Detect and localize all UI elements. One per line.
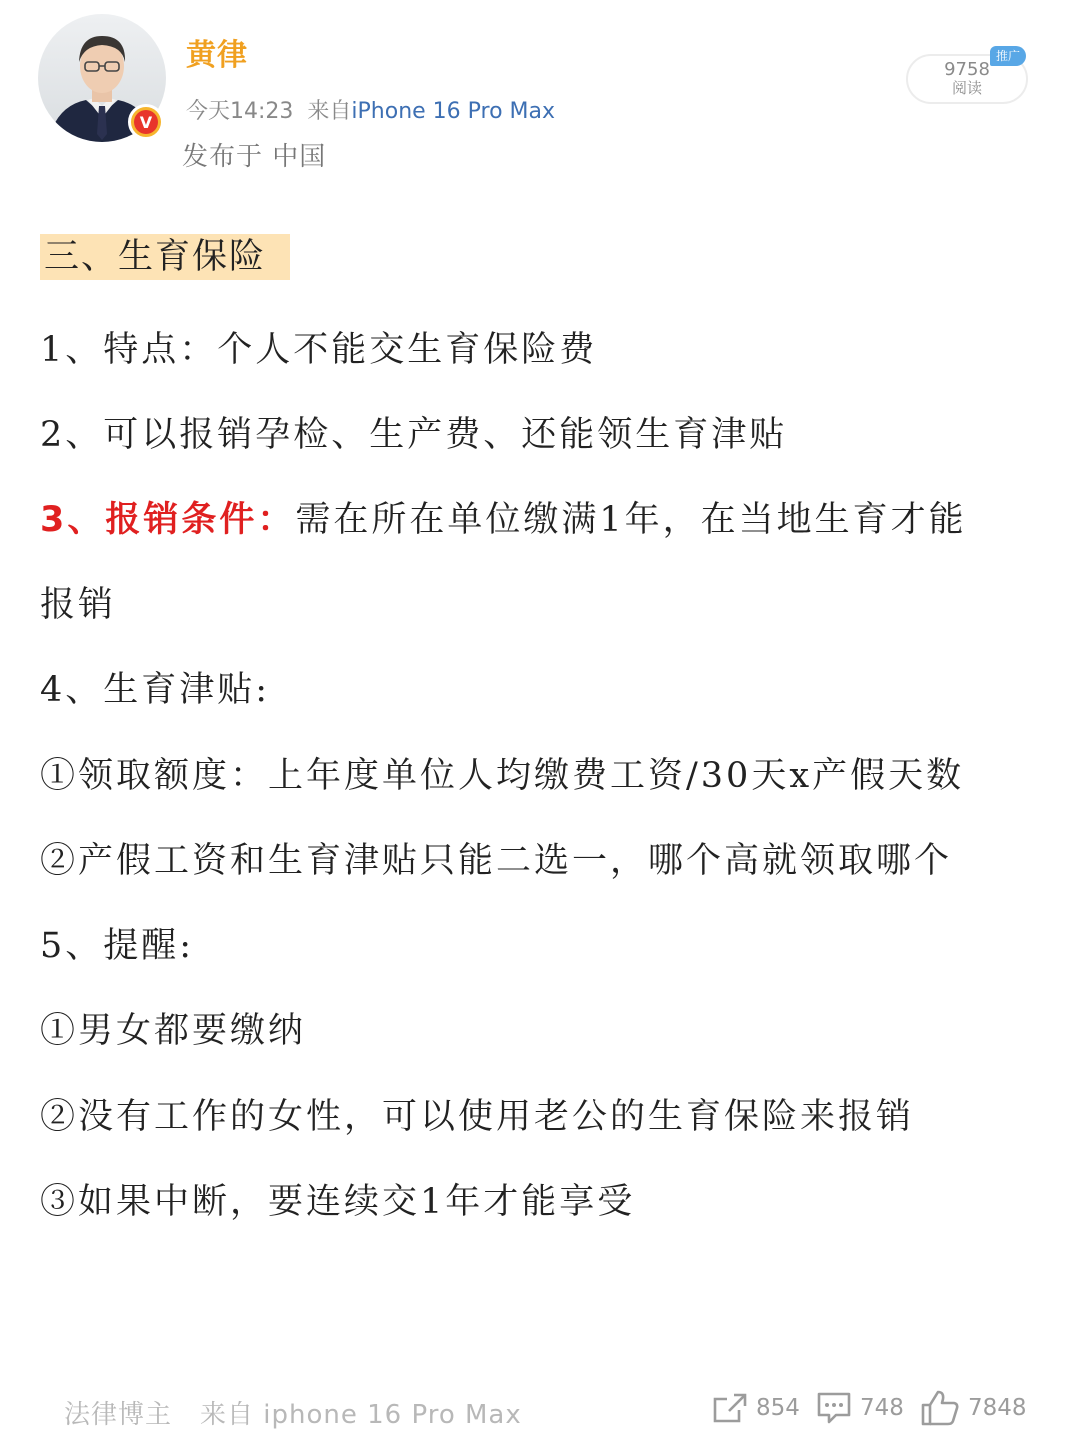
- promo-badge[interactable]: 推广: [990, 46, 1026, 66]
- content-line: ②没有工作的女性，可以使用老公的生育保险来报销: [40, 1097, 915, 1137]
- content-line: ①男女都要缴纳: [40, 1011, 307, 1051]
- footer-source: [64, 1394, 522, 1431]
- content-line: 2、可以报销孕检、生产费、还能领生育津贴: [40, 415, 788, 455]
- comment-icon: [816, 1391, 852, 1425]
- share-button[interactable]: [712, 1388, 800, 1428]
- post-time: 今天14:23: [186, 99, 294, 124]
- highlight-line: [40, 500, 967, 540]
- content-line: ②产假工资和生育津贴只能二选一，哪个高就领取哪个: [40, 841, 953, 881]
- section-title: 三、生育保险: [40, 234, 290, 280]
- read-label: 阅读: [951, 79, 982, 97]
- device-link[interactable]: iPhone 16 Pro Max: [351, 99, 556, 124]
- content-line: 1、特点：个人不能交生育保险费: [40, 330, 598, 370]
- share-count: 854: [756, 1395, 800, 1421]
- comment-count: 748: [860, 1395, 904, 1421]
- footer-device: 来自 iphone 16 Pro Max: [200, 1400, 522, 1430]
- author-tag: 法律博主: [64, 1400, 173, 1430]
- like-count: 7848: [968, 1395, 1027, 1421]
- content-line: ③如果中断，要连续交1年才能享受: [40, 1182, 636, 1222]
- author-name[interactable]: 黄律: [186, 38, 248, 73]
- content-line: 报销: [40, 585, 117, 625]
- like-button[interactable]: [920, 1388, 1027, 1428]
- highlight-rest: 需在所在单位缴满1年，在当地生育才能: [295, 500, 967, 540]
- post-meta: [186, 94, 555, 125]
- content-line: 4、生育津贴:: [40, 670, 271, 710]
- verified-badge-icon: V: [128, 104, 164, 140]
- highlight-prefix: 3、报销条件：: [40, 500, 296, 540]
- share-icon: [712, 1392, 748, 1424]
- source-prefix: 来自: [307, 99, 352, 124]
- read-count: 9758: [944, 59, 990, 80]
- content-line: 5、提醒:: [40, 926, 195, 966]
- content-line: ①领取额度：上年度单位人均缴费工资/30天x产假天数: [40, 756, 965, 796]
- comment-button[interactable]: [816, 1388, 904, 1428]
- post-location: 发布于 中国: [182, 142, 327, 172]
- like-icon: [920, 1389, 960, 1427]
